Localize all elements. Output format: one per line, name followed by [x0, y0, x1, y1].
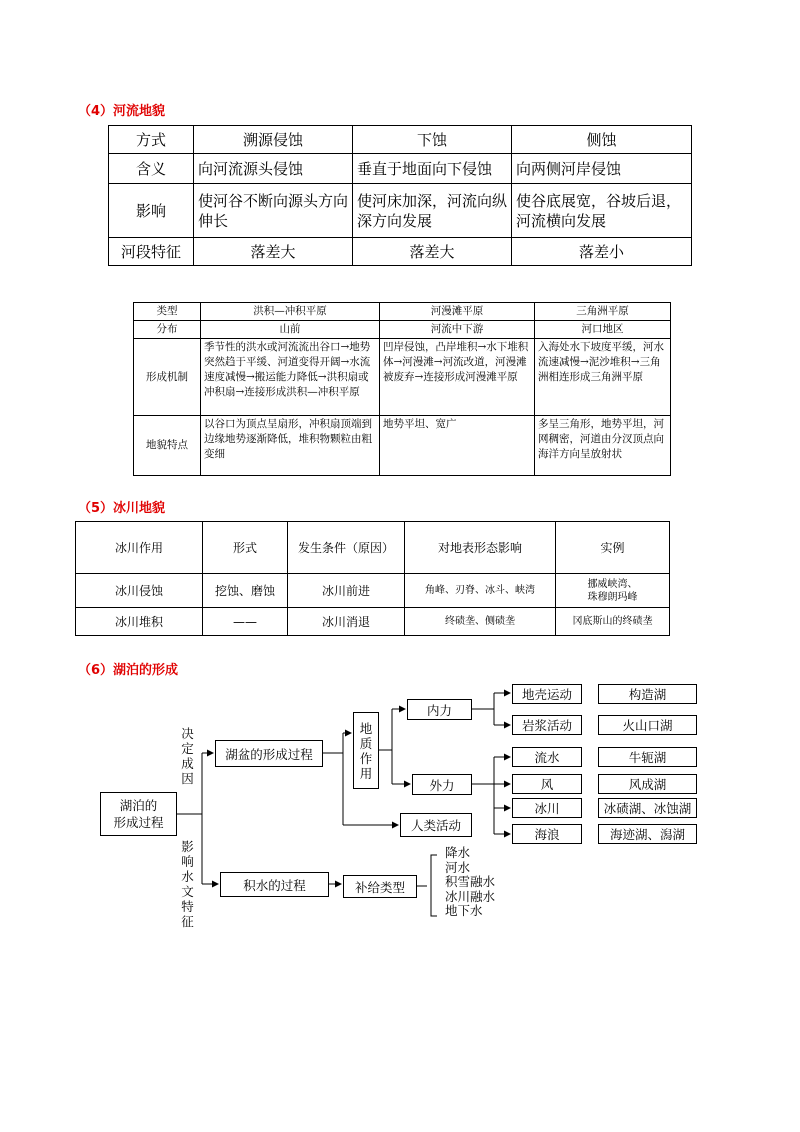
lake-box-tectonic: 构造湖 [598, 684, 697, 704]
table-header-cell: 对地表形态影响 [405, 522, 556, 574]
supply-item: 积雪融水 [445, 874, 496, 889]
table-cell: 垂直于地面向下侵蚀 [353, 154, 512, 184]
inner-force-box: 内力 [407, 699, 472, 720]
table-cell: 冰川消退 [288, 608, 405, 636]
table-header-cell: 侧蚀 [512, 126, 692, 154]
table-cell: 山前 [201, 321, 380, 339]
outer-force-box: 外力 [412, 774, 472, 795]
table-cell: 终碛垄、侧碛垄 [405, 608, 556, 636]
table-header-cell: 形式 [203, 522, 288, 574]
cause-box-crust: 地壳运动 [512, 684, 582, 704]
table-header-cell: 溯源侵蚀 [194, 126, 353, 154]
table-cell: 角峰、刃脊、冰斗、峡湾 [405, 574, 556, 608]
section5-heading: （5）冰川地貌 [78, 501, 166, 516]
supply-box: 补给类型 [343, 875, 417, 898]
table-cell: 冰川前进 [288, 574, 405, 608]
label-decide: 决定成因 [181, 726, 194, 786]
table-cell: 挪威峡湾、 珠穆朗玛峰 [556, 574, 670, 608]
table-header-cell: 河漫滩平原 [380, 303, 535, 321]
lake-box-oxbow: 牛轭湖 [598, 747, 697, 767]
table-cell: 分布 [134, 321, 201, 339]
lake-box-lagoon: 海迹湖、潟湖 [598, 824, 697, 844]
supply-item: 河水 [445, 859, 471, 875]
table-cell: 冰川堆积 [76, 608, 203, 636]
table-cell: 使河床加深，河流向纵深方向发展 [353, 184, 512, 238]
table-cell: 冈底斯山的终碛垄 [556, 608, 670, 636]
supply-list [445, 846, 495, 919]
lake-box-glacial: 冰碛湖、冰蚀湖 [598, 798, 697, 818]
table-cell: 落差小 [512, 238, 692, 266]
table-cell: 以谷口为顶点呈扇形，冲积扇顶端到边缘地势逐渐降低，堆积物颗粒由粗变细 [201, 416, 380, 476]
human-box: 人类活动 [400, 813, 472, 837]
basin-box: 湖盆的形成过程 [215, 740, 323, 767]
geology-box: 地质作用 [353, 712, 379, 789]
table-cell: 河流中下游 [380, 321, 535, 339]
table-cell: 地势平坦、宽广 [380, 416, 535, 476]
table-cell: 使谷底展宽，谷坡后退，河流横向发展 [512, 184, 692, 238]
table-header-cell: 类型 [134, 303, 201, 321]
supply-item: 降水 [445, 845, 471, 860]
lake-box-aeolian: 风成湖 [598, 774, 697, 794]
table-cell: 冰川侵蚀 [76, 574, 203, 608]
cause-box-glacier: 冰川 [512, 798, 582, 818]
table-cell: 河口地区 [535, 321, 671, 339]
cause-box-water: 流水 [512, 747, 582, 767]
table-header-cell: 下蚀 [353, 126, 512, 154]
table-cell: 向两侧河岸侵蚀 [512, 154, 692, 184]
table-cell: 使河谷不断向源头方向伸长 [194, 184, 353, 238]
supply-item: 冰川融水 [445, 888, 496, 904]
table-cell: 地貌特点 [134, 416, 201, 476]
table-header-cell: 冰川作用 [76, 522, 203, 574]
table-cell: 向河流源头侵蚀 [194, 154, 353, 184]
table-header-cell: 三角洲平原 [535, 303, 671, 321]
table-cell: 季节性的洪水或河流流出谷口→地势突然趋于平缓、河道变得开阔→水流速度减慢→搬运能力降低→洪积扇或冲积扇→连接形成洪积—冲积平原 [201, 339, 380, 416]
table-header-cell: 洪积—冲积平原 [201, 303, 380, 321]
table-cell: 挖蚀、磨蚀 [203, 574, 288, 608]
table-cell: —— [203, 608, 288, 636]
table-cell: 入海处水下坡度平缓，河水流速减慢→泥沙堆积→三角洲相连形成三角洲平原 [535, 339, 671, 416]
cause-box-wind: 风 [512, 774, 582, 794]
label-influence: 影响水文特征 [181, 839, 194, 929]
cause-box-magma: 岩浆活动 [512, 715, 582, 735]
table-cell: 河段特征 [109, 238, 194, 266]
table-cell: 含义 [109, 154, 194, 184]
table-header-cell: 发生条件（原因） [288, 522, 405, 574]
section4-heading: （4）河流地貌 [78, 104, 166, 119]
table-cell: 形成机制 [134, 339, 201, 416]
table-cell: 影响 [109, 184, 194, 238]
table-cell: 落差大 [194, 238, 353, 266]
cause-box-wave: 海浪 [512, 824, 582, 844]
table-header-cell: 方式 [109, 126, 194, 154]
root-box: 湖泊的 形成过程 [100, 792, 177, 836]
water-box: 积水的过程 [220, 872, 329, 897]
table-cell: 多呈三角形，地势平坦，河网稠密，河道由分汊顶点向海洋方向呈放射状 [535, 416, 671, 476]
section6-heading: （6）湖泊的形成 [78, 663, 179, 678]
table-cell: 落差大 [353, 238, 512, 266]
table-header-cell: 实例 [556, 522, 670, 574]
supply-item: 地下水 [445, 903, 483, 918]
lake-box-crater: 火山口湖 [598, 715, 697, 735]
table-cell: 凹岸侵蚀，凸岸堆积→水下堆积体→河漫滩→河流改道，河漫滩被废弃→连接形成河漫滩平原 [380, 339, 535, 416]
